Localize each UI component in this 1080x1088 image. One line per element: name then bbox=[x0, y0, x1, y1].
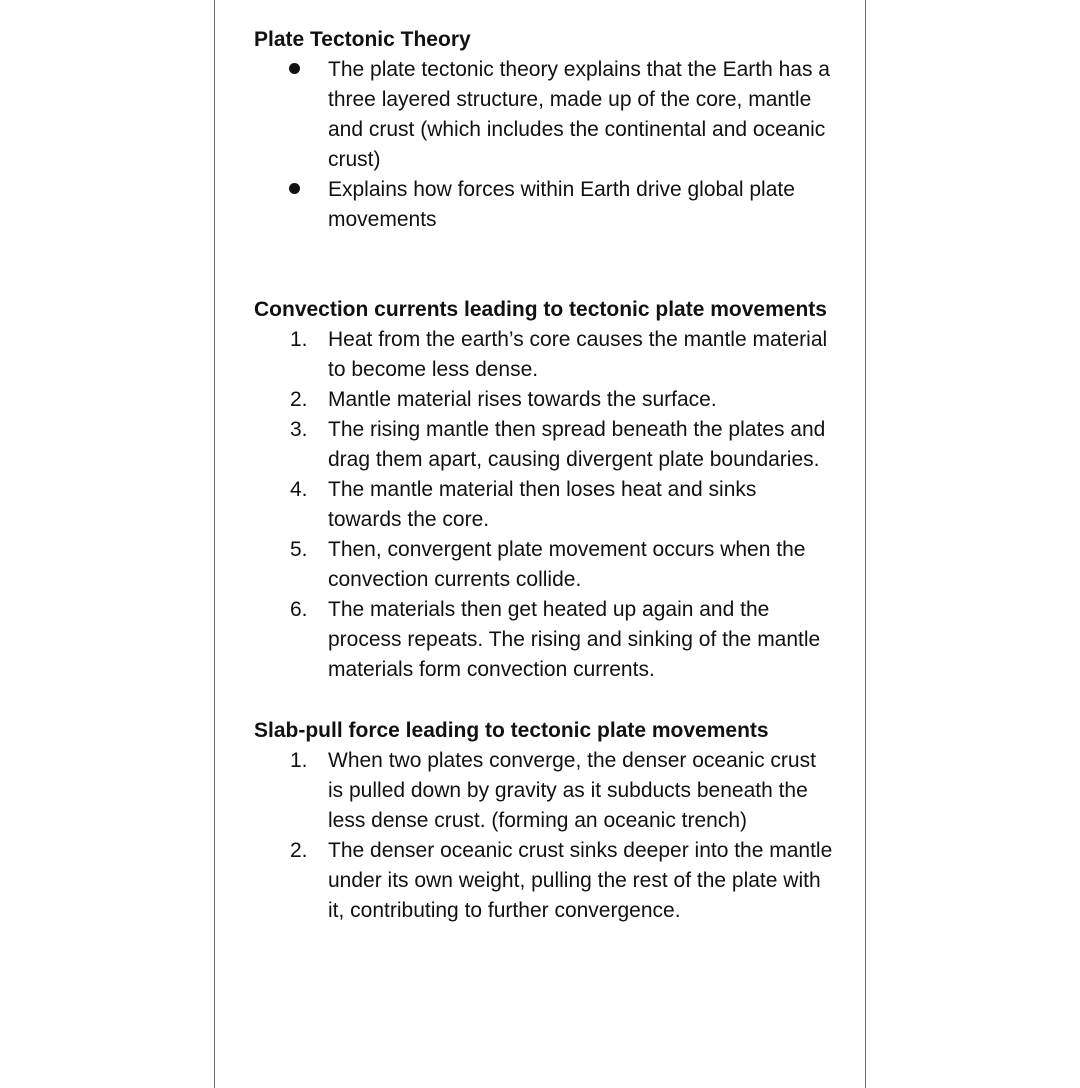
section-heading: Plate Tectonic Theory bbox=[254, 28, 471, 51]
section-spacer bbox=[254, 685, 844, 716]
list-item bbox=[254, 415, 844, 475]
list-item bbox=[254, 535, 844, 595]
list-item bbox=[254, 746, 844, 836]
list-item-text: The denser oceanic crust sinks deeper into the mantle under its own weight, pulling the rest of the plate with it, contributing to further convergence. bbox=[328, 839, 833, 922]
list-item-text: Mantle material rises towards the surface. bbox=[328, 388, 717, 411]
section-spacer bbox=[254, 235, 844, 295]
bullet-list bbox=[254, 55, 844, 235]
bullet-dot-icon bbox=[289, 183, 300, 194]
section-convection-currents bbox=[254, 295, 844, 685]
list-item bbox=[254, 595, 844, 685]
list-item-text: When two plates converge, the denser oceanic crust is pulled down by gravity as it subducts beneath the less dense crust. (forming an oceanic trench) bbox=[328, 749, 816, 832]
number-marker: 2. bbox=[290, 839, 308, 862]
list-item-text: The materials then get heated up again and the process repeats. The rising and sinking of the mantle materials form convection currents. bbox=[328, 598, 821, 681]
section-heading: Slab-pull force leading to tectonic plate movements bbox=[254, 719, 769, 742]
bullet-marker bbox=[254, 55, 328, 175]
list-item bbox=[254, 325, 844, 385]
list-item-text: The plate tectonic theory explains that the Earth has a three layered structure, made up of the core, mantle and crust (which includes the continental and oceanic crust) bbox=[328, 58, 830, 171]
list-item-text: Then, convergent plate movement occurs when the convection currents collide. bbox=[328, 538, 806, 591]
section-plate-tectonic-theory bbox=[254, 25, 844, 235]
numbered-list bbox=[254, 746, 844, 926]
section-heading: Convection currents leading to tectonic plate movements bbox=[254, 298, 827, 321]
number-marker: 4. bbox=[290, 478, 308, 501]
list-item-text: The rising mantle then spread beneath the plates and drag them apart, causing divergent plate boundaries. bbox=[328, 418, 826, 471]
list-item-text: Heat from the earth’s core causes the mantle material to become less dense. bbox=[328, 328, 828, 381]
list-item bbox=[254, 175, 844, 235]
list-item-text: Explains how forces within Earth drive global plate movements bbox=[328, 178, 795, 231]
numbered-list bbox=[254, 325, 844, 685]
number-marker: 6. bbox=[290, 598, 308, 621]
number-marker: 3. bbox=[290, 418, 308, 441]
document-page bbox=[214, 0, 866, 1088]
number-marker: 5. bbox=[290, 538, 308, 561]
bullet-dot-icon bbox=[289, 63, 300, 74]
document-content bbox=[254, 25, 844, 926]
number-marker: 2. bbox=[290, 388, 308, 411]
bullet-marker bbox=[254, 175, 328, 235]
list-item bbox=[254, 55, 844, 175]
number-marker: 1. bbox=[290, 749, 308, 772]
list-item bbox=[254, 836, 844, 926]
number-marker: 1. bbox=[290, 328, 308, 351]
list-item bbox=[254, 475, 844, 535]
list-item bbox=[254, 385, 844, 415]
list-item-text: The mantle material then loses heat and sinks towards the core. bbox=[328, 478, 757, 531]
section-slab-pull-force bbox=[254, 716, 844, 926]
